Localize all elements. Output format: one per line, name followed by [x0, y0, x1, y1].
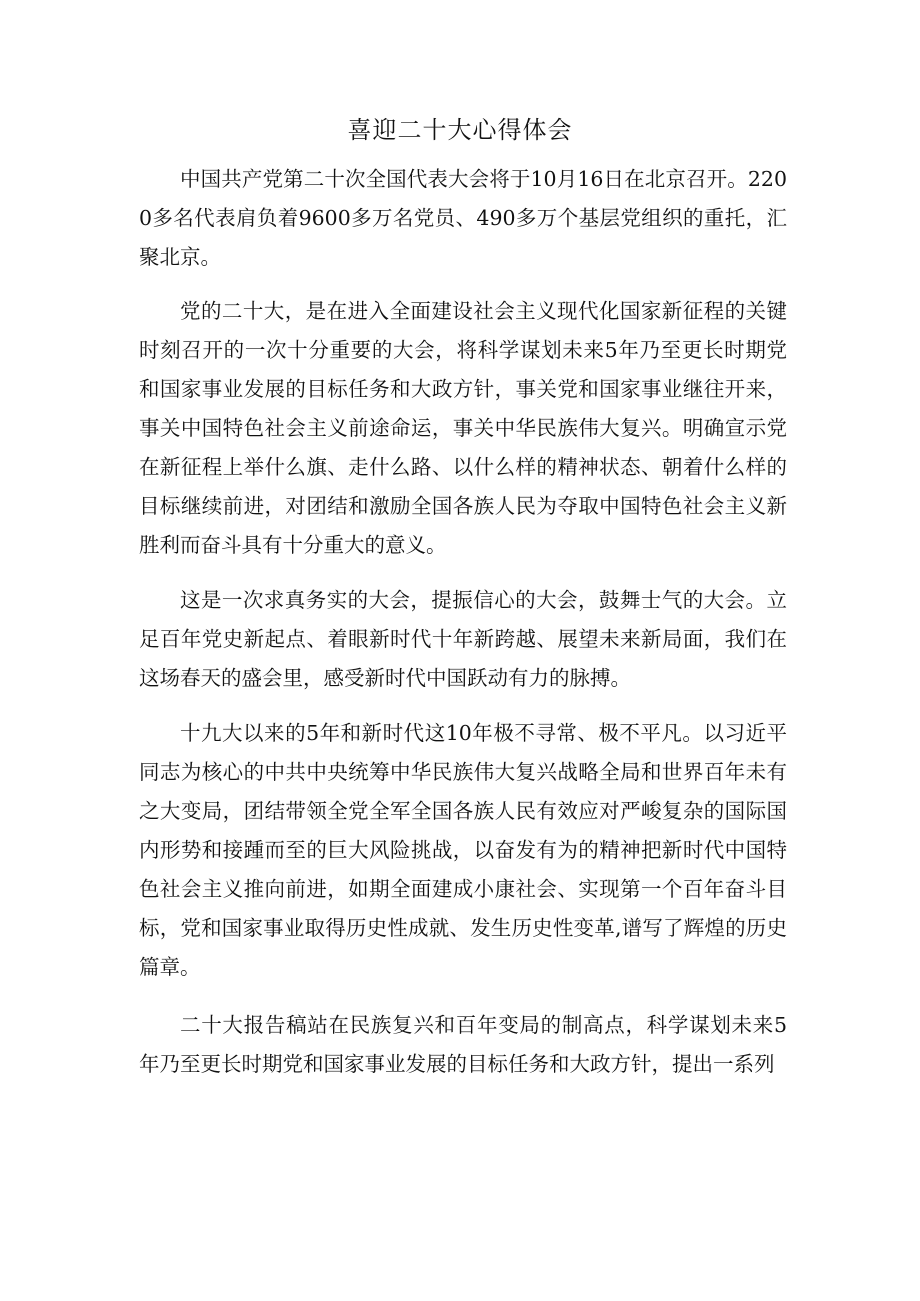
paragraph-4: 十九大以来的5年和新时代这10年极不寻常、极不平凡。以习近平同志为核心的中共中央统筹中华民族伟大复兴战略全局和世界百年未有之大变局，团结带领全党全军全国各族人民有效应对严峻复杂的国际国内形势和接踵而至的巨大风险挑战，以奋发有为的精神把新时代中国特色社会主义推向前进，如期全面建成小康社会、实现第一个百年奋斗目标，党和国家事业取得历史性成就、发生历史性变革,谱写了辉煌的历史篇章。 [139, 721, 787, 979]
document-body [139, 160, 787, 1084]
paragraph-2: 党的二十大，是在进入全面建设社会主义现代化国家新征程的关键时刻召开的一次十分重要的大会，将科学谋划未来5年乃至更长时期党和国家事业发展的目标任务和大政方针，事关党和国家事业继往开来，事关中国特色社会主义前途命运，事关中华民族伟大复兴。明确宣示党在新征程上举什么旗、走什么路、以什么样的精神状态、朝着什么样的目标继续前进，对团结和激励全国各族人民为夺取中国特色社会主义新胜利而奋斗具有十分重大的意义。 [139, 299, 787, 557]
document-title: 喜迎二十大心得体会 [347, 116, 573, 144]
paragraph-3: 这是一次求真务实的大会，提振信心的大会，鼓舞士气的大会。立足百年党史新起点、着眼新时代十年新跨越、展望未来新局面，我们在这场春天的盛会里，感受新时代中国跃动有力的脉搏。 [139, 588, 787, 690]
paragraph-5: 二十大报告稿站在民族复兴和百年变局的制高点，科学谋划未来5年乃至更长时期党和国家事业发展的目标任务和大政方针，提出一系列 [139, 1013, 787, 1076]
paragraph-1: 中国共产党第二十次全国代表大会将于10月16日在北京召开。2200多名代表肩负着9600多万名党员、490多万个基层党组织的重托，汇聚北京。 [139, 167, 787, 269]
